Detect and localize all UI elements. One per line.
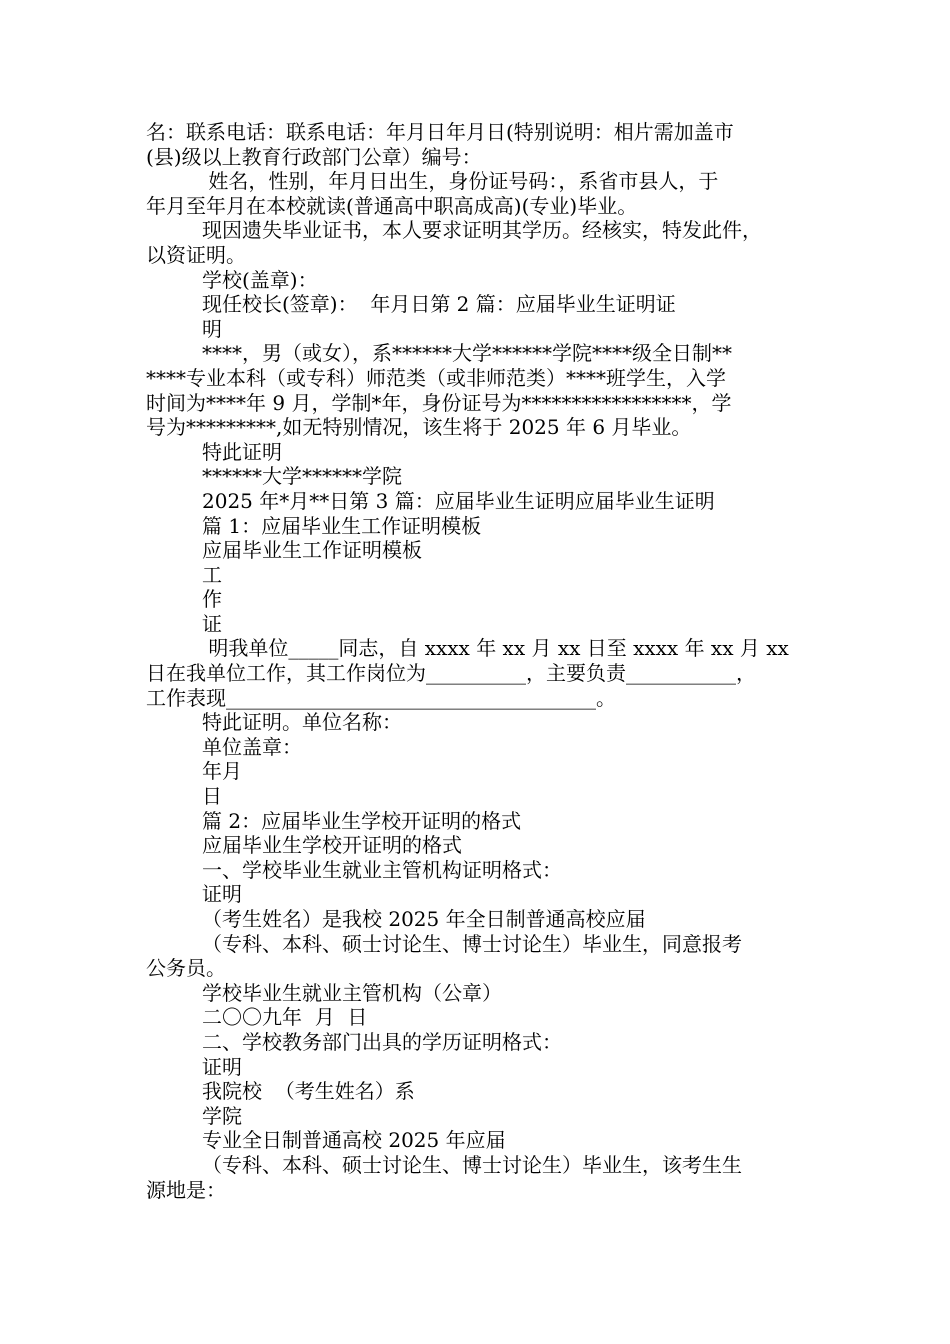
- text-line: 姓名，性别，年月日出生，身份证号码：，系省市县人，于: [202, 169, 719, 194]
- text-line: 作: [202, 587, 222, 612]
- text-line: 单位盖章：: [202, 734, 302, 759]
- text-line: （专科、本科、硕士讨论生、博士讨论生）毕业生，同意报考: [202, 931, 742, 956]
- text-line: 我院校 （考生姓名）系: [202, 1079, 415, 1104]
- text-line: 二〇〇九年 月 日: [202, 1005, 368, 1030]
- text-line: 明我单位_____同志，自 xxxx 年 xx 月 xx 日至 xxxx 年 xx 月 xx: [202, 636, 789, 661]
- text-line: 年月至年月在本校就读(普通高中职高成高)(专业)毕业。: [146, 193, 638, 218]
- text-line: 现任校长(签章)： 年月日第 2 篇：应届毕业生证明证: [202, 292, 676, 317]
- text-line: 以资证明。: [146, 242, 246, 267]
- text-line: 2025 年*月**日第 3 篇：应届毕业生证明应届毕业生证明: [202, 488, 715, 513]
- text-line: 一、学校毕业生就业主管机构证明格式：: [202, 857, 562, 882]
- text-line: 日在我单位工作，其工作岗位为__________，主要负责___________，: [146, 661, 756, 686]
- text-line: 学院: [202, 1103, 242, 1128]
- text-line: 工: [202, 562, 222, 587]
- text-line: 号为*********,如无特别情况，该生将于 2025 年 6 月毕业。: [146, 415, 692, 440]
- text-line: 证明: [202, 1054, 242, 1079]
- text-line: 现因遗失毕业证书，本人要求证明其学历。经核实，特发此件，: [202, 218, 762, 243]
- text-line: 二、学校教务部门出具的学历证明格式：: [202, 1029, 562, 1054]
- text-line: 日: [202, 784, 222, 809]
- text-line: 明: [202, 316, 222, 341]
- text-line: ****专业本科（或专科）师范类（或非师范类）****班学生，入学: [146, 365, 726, 390]
- text-line: 证: [202, 611, 222, 636]
- text-line: 工作表现_____________________________________。: [146, 685, 616, 710]
- text-line: 学校(盖章)：: [202, 267, 318, 292]
- text-line: （专科、本科、硕士讨论生、博士讨论生）毕业生，该考生生: [202, 1152, 742, 1177]
- text-line: 特此证明: [202, 439, 282, 464]
- text-line: 特此证明。单位名称：: [202, 710, 402, 735]
- text-line: 学校毕业生就业主管机构（公章）: [202, 980, 502, 1005]
- text-line: （考生姓名）是我校 2025 年全日制普通高校应届: [202, 907, 646, 931]
- text-line: 应届毕业生学校开证明的格式: [202, 833, 462, 858]
- text-line: 篇 2：应届毕业生学校开证明的格式: [202, 808, 522, 833]
- text-line: 证明: [202, 882, 242, 907]
- text-line: 专业全日制普通高校 2025 年应届: [202, 1128, 506, 1153]
- text-line: ******大学******学院: [202, 464, 402, 489]
- text-line: 名：联系电话：联系电话：年月日年月日(特别说明：相片需加盖市: [146, 120, 734, 144]
- text-line: (县)级以上教育行政部门公章）编号：: [146, 144, 482, 169]
- text-line: 公务员。: [146, 956, 226, 981]
- text-line: 应届毕业生工作证明模板: [202, 538, 422, 563]
- text-line: 源地是：: [146, 1177, 226, 1202]
- text-line: 年月: [202, 759, 242, 784]
- document-body: [146, 120, 826, 1202]
- text-line: 篇 1：应届毕业生工作证明模板: [202, 513, 482, 538]
- text-line: ****，男（或女），系******大学******学院****级全日制**: [202, 341, 732, 366]
- text-line: 时间为****年 9 月，学制*年，身份证号为*****************，学: [146, 390, 732, 415]
